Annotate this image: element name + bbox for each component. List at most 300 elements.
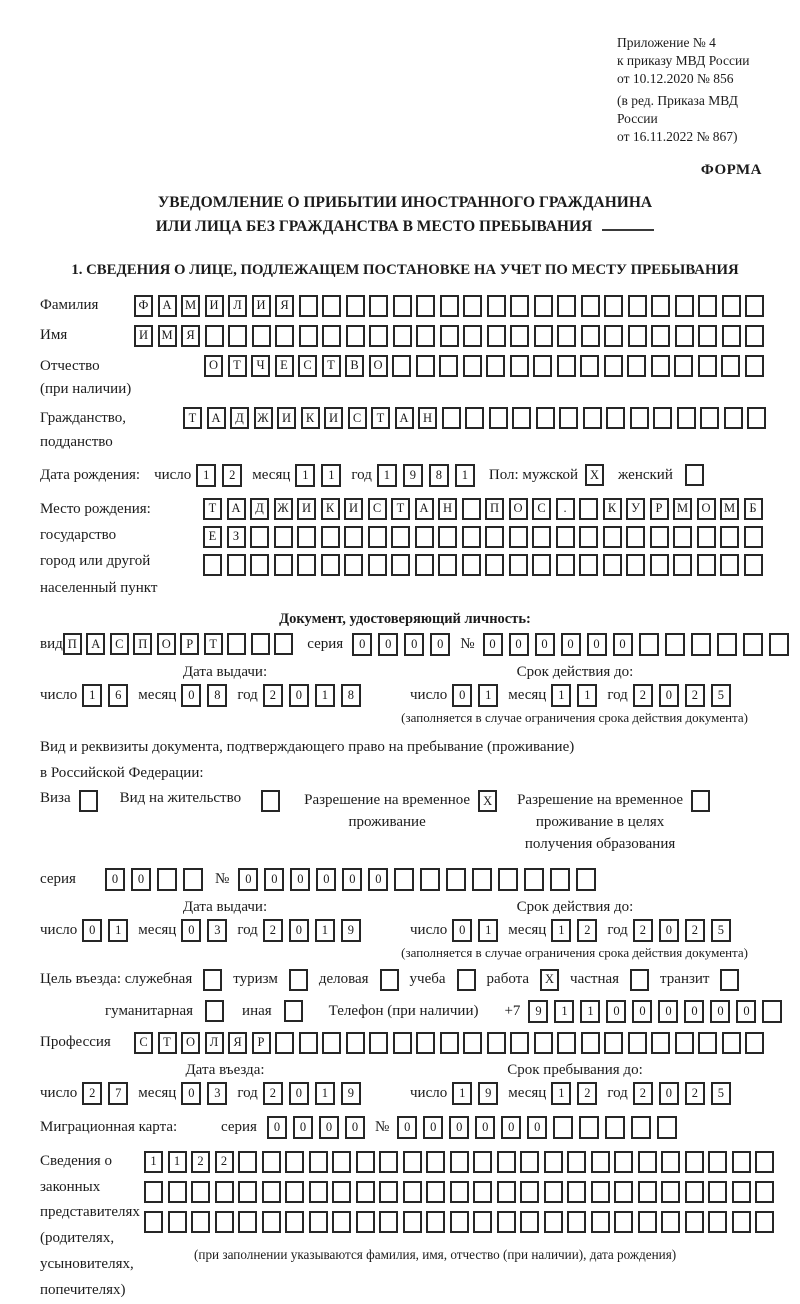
- cell[interactable]: [604, 355, 623, 377]
- cell[interactable]: [639, 633, 659, 656]
- cell[interactable]: [262, 1151, 281, 1173]
- cell[interactable]: [576, 868, 596, 891]
- cell[interactable]: [556, 554, 575, 576]
- cell[interactable]: [393, 295, 412, 317]
- cell[interactable]: [675, 325, 694, 347]
- cell[interactable]: [440, 295, 459, 317]
- cell[interactable]: [332, 1181, 351, 1203]
- cell[interactable]: 1: [551, 919, 571, 942]
- cell[interactable]: [720, 554, 739, 576]
- cell[interactable]: 2: [633, 684, 653, 707]
- cell[interactable]: 0: [710, 1000, 730, 1023]
- cell[interactable]: [524, 868, 544, 891]
- profession-cells[interactable]: [134, 1032, 764, 1054]
- edu-permit-checkbox[interactable]: [691, 790, 710, 812]
- cell[interactable]: Д: [250, 498, 269, 520]
- cell[interactable]: Т: [322, 355, 341, 377]
- cell[interactable]: [580, 355, 599, 377]
- cell[interactable]: [630, 407, 649, 429]
- cell[interactable]: 0: [587, 633, 607, 656]
- cell[interactable]: [369, 325, 388, 347]
- cell[interactable]: 0: [131, 868, 151, 891]
- entry-year-cells[interactable]: [263, 1082, 361, 1105]
- cell[interactable]: [144, 1211, 163, 1233]
- cell[interactable]: [673, 526, 692, 548]
- cell[interactable]: [250, 554, 269, 576]
- cell[interactable]: [215, 1211, 234, 1233]
- cell[interactable]: И: [324, 407, 343, 429]
- cell[interactable]: [614, 1151, 633, 1173]
- birth-place-cells-row1[interactable]: [203, 498, 763, 520]
- cell[interactable]: [579, 554, 598, 576]
- cell[interactable]: [691, 790, 710, 812]
- cell[interactable]: [322, 325, 341, 347]
- cell[interactable]: И: [344, 498, 363, 520]
- cell[interactable]: [603, 554, 622, 576]
- cell[interactable]: [379, 1151, 398, 1173]
- cell[interactable]: [661, 1151, 680, 1173]
- cell[interactable]: X: [540, 969, 559, 991]
- cell[interactable]: [144, 1181, 163, 1203]
- cell[interactable]: 1: [577, 684, 597, 707]
- cell[interactable]: И: [134, 325, 153, 347]
- cell[interactable]: [332, 1211, 351, 1233]
- cell[interactable]: [626, 526, 645, 548]
- cell[interactable]: [650, 526, 669, 548]
- cell[interactable]: Е: [203, 526, 222, 548]
- birth-year-cells[interactable]: [377, 464, 475, 487]
- cell[interactable]: [532, 554, 551, 576]
- cell[interactable]: 0: [483, 633, 503, 656]
- cell[interactable]: [391, 526, 410, 548]
- cell[interactable]: Я: [181, 325, 200, 347]
- purpose-transit-checkbox[interactable]: [720, 969, 739, 991]
- entry-month-cells[interactable]: [181, 1082, 227, 1105]
- cell[interactable]: [581, 325, 600, 347]
- cell[interactable]: А: [415, 498, 434, 520]
- cell[interactable]: [205, 1000, 224, 1022]
- cell[interactable]: [665, 633, 685, 656]
- cell[interactable]: [309, 1181, 328, 1203]
- cell[interactable]: 0: [352, 633, 372, 656]
- cell[interactable]: [755, 1211, 774, 1233]
- cell[interactable]: 9: [528, 1000, 548, 1023]
- cell[interactable]: [485, 526, 504, 548]
- cell[interactable]: 0: [342, 868, 362, 891]
- cell[interactable]: [183, 868, 203, 891]
- cell[interactable]: [450, 1151, 469, 1173]
- cell[interactable]: 0: [290, 868, 310, 891]
- cell[interactable]: [567, 1151, 586, 1173]
- cell[interactable]: 5: [711, 919, 731, 942]
- cell[interactable]: [274, 633, 293, 655]
- residence-permit-checkbox[interactable]: [261, 790, 280, 812]
- cell[interactable]: [604, 1032, 623, 1054]
- doc-valid-year-cells[interactable]: [633, 684, 731, 707]
- cell[interactable]: [579, 526, 598, 548]
- doc-issue-day-cells[interactable]: [82, 684, 128, 707]
- cell[interactable]: 1: [551, 1082, 571, 1105]
- cell[interactable]: [442, 407, 461, 429]
- cell[interactable]: 2: [222, 464, 242, 487]
- cell[interactable]: [203, 554, 222, 576]
- cell[interactable]: [227, 633, 246, 655]
- cell[interactable]: [440, 325, 459, 347]
- cell[interactable]: [79, 790, 98, 812]
- cell[interactable]: Л: [205, 1032, 224, 1054]
- stay-month-cells[interactable]: [551, 1082, 597, 1105]
- cell[interactable]: 7: [108, 1082, 128, 1105]
- stay-year-cells[interactable]: [633, 1082, 731, 1105]
- cell[interactable]: [462, 498, 481, 520]
- permit-issue-month-cells[interactable]: [181, 919, 227, 942]
- cell[interactable]: [450, 1181, 469, 1203]
- cell[interactable]: [486, 355, 505, 377]
- cell[interactable]: П: [485, 498, 504, 520]
- sex-female-checkbox[interactable]: [685, 464, 704, 486]
- cell[interactable]: [614, 1211, 633, 1233]
- sex-male-checkbox[interactable]: [585, 464, 604, 486]
- cell[interactable]: [557, 295, 576, 317]
- cell[interactable]: [614, 1181, 633, 1203]
- cell[interactable]: [472, 868, 492, 891]
- cell[interactable]: [285, 1151, 304, 1173]
- cell[interactable]: [744, 554, 763, 576]
- cell[interactable]: 0: [293, 1116, 313, 1139]
- cell[interactable]: 0: [452, 919, 472, 942]
- cell[interactable]: 9: [478, 1082, 498, 1105]
- cell[interactable]: [657, 1116, 677, 1139]
- cell[interactable]: [591, 1211, 610, 1233]
- cell[interactable]: 0: [181, 1082, 201, 1105]
- cell[interactable]: [661, 1211, 680, 1233]
- cell[interactable]: [520, 1211, 539, 1233]
- cell[interactable]: 0: [368, 868, 388, 891]
- cell[interactable]: 2: [685, 919, 705, 942]
- cell[interactable]: [322, 295, 341, 317]
- cell[interactable]: А: [158, 295, 177, 317]
- cell[interactable]: [631, 1116, 651, 1139]
- cell[interactable]: Т: [158, 1032, 177, 1054]
- purpose-tourism-checkbox[interactable]: [289, 969, 308, 991]
- cell[interactable]: Ч: [251, 355, 270, 377]
- cell[interactable]: 2: [215, 1151, 234, 1173]
- cell[interactable]: 0: [527, 1116, 547, 1139]
- cell[interactable]: [534, 295, 553, 317]
- doc-valid-month-cells[interactable]: [551, 684, 597, 707]
- cell[interactable]: [708, 1151, 727, 1173]
- cell[interactable]: М: [673, 498, 692, 520]
- cell[interactable]: Т: [183, 407, 202, 429]
- cell[interactable]: А: [395, 407, 414, 429]
- cell[interactable]: [322, 1032, 341, 1054]
- cell[interactable]: [685, 464, 704, 486]
- cell[interactable]: 1: [377, 464, 397, 487]
- cell[interactable]: [274, 554, 293, 576]
- cell[interactable]: К: [603, 498, 622, 520]
- cell[interactable]: [638, 1211, 657, 1233]
- permit-number-cells[interactable]: [238, 868, 596, 891]
- cell[interactable]: 0: [736, 1000, 756, 1023]
- cell[interactable]: З: [227, 526, 246, 548]
- cell[interactable]: [685, 1151, 704, 1173]
- cell[interactable]: [346, 295, 365, 317]
- cell[interactable]: О: [369, 355, 388, 377]
- cell[interactable]: 9: [341, 1082, 361, 1105]
- cell[interactable]: [215, 1181, 234, 1203]
- cell[interactable]: [394, 868, 414, 891]
- cell[interactable]: 1: [455, 464, 475, 487]
- cell[interactable]: [769, 633, 789, 656]
- cell[interactable]: [446, 868, 466, 891]
- cell[interactable]: И: [205, 295, 224, 317]
- cell[interactable]: [626, 554, 645, 576]
- cell[interactable]: [675, 295, 694, 317]
- cell[interactable]: [157, 868, 177, 891]
- cell[interactable]: [356, 1151, 375, 1173]
- cell[interactable]: 0: [684, 1000, 704, 1023]
- cell[interactable]: [426, 1151, 445, 1173]
- cell[interactable]: [392, 355, 411, 377]
- cell[interactable]: 0: [181, 919, 201, 942]
- cell[interactable]: [717, 633, 737, 656]
- permit-series-cells[interactable]: [105, 868, 203, 891]
- cell[interactable]: [463, 325, 482, 347]
- cell[interactable]: [745, 1032, 764, 1054]
- cell[interactable]: С: [298, 355, 317, 377]
- citizenship-cells[interactable]: [183, 407, 766, 429]
- cell[interactable]: 0: [238, 868, 258, 891]
- cell[interactable]: [557, 1032, 576, 1054]
- cell[interactable]: 0: [561, 633, 581, 656]
- cell[interactable]: [380, 969, 399, 991]
- cell[interactable]: М: [158, 325, 177, 347]
- cell[interactable]: [321, 554, 340, 576]
- cell[interactable]: [567, 1211, 586, 1233]
- cell[interactable]: И: [252, 295, 271, 317]
- cell[interactable]: [462, 526, 481, 548]
- cell[interactable]: О: [157, 633, 176, 655]
- cell[interactable]: 2: [577, 1082, 597, 1105]
- cell[interactable]: [722, 325, 741, 347]
- birth-place-cells-row2[interactable]: [203, 526, 763, 548]
- cell[interactable]: [755, 1181, 774, 1203]
- cell[interactable]: [591, 1151, 610, 1173]
- cell[interactable]: 0: [289, 684, 309, 707]
- cell[interactable]: 2: [633, 1082, 653, 1105]
- cell[interactable]: [605, 1116, 625, 1139]
- cell[interactable]: X: [585, 464, 604, 486]
- cell[interactable]: 0: [501, 1116, 521, 1139]
- cell[interactable]: [191, 1211, 210, 1233]
- cell[interactable]: 8: [429, 464, 449, 487]
- cell[interactable]: 9: [403, 464, 423, 487]
- cell[interactable]: Б: [744, 498, 763, 520]
- cell[interactable]: [487, 1032, 506, 1054]
- cell[interactable]: [463, 1032, 482, 1054]
- cell[interactable]: [559, 407, 578, 429]
- cell[interactable]: 0: [475, 1116, 495, 1139]
- cell[interactable]: 0: [658, 1000, 678, 1023]
- cell[interactable]: 1: [478, 919, 498, 942]
- purpose-official-checkbox[interactable]: [203, 969, 222, 991]
- cell[interactable]: [274, 526, 293, 548]
- cell[interactable]: [553, 1116, 573, 1139]
- cell[interactable]: С: [134, 1032, 153, 1054]
- cell[interactable]: [544, 1151, 563, 1173]
- cell[interactable]: [497, 1151, 516, 1173]
- cell[interactable]: 1: [295, 464, 315, 487]
- doc-issue-year-cells[interactable]: [263, 684, 361, 707]
- cell[interactable]: [628, 295, 647, 317]
- cell[interactable]: [262, 1181, 281, 1203]
- cell[interactable]: А: [86, 633, 105, 655]
- cell[interactable]: 1: [478, 684, 498, 707]
- cell[interactable]: 0: [264, 868, 284, 891]
- cell[interactable]: [426, 1181, 445, 1203]
- cell[interactable]: [544, 1211, 563, 1233]
- cell[interactable]: 0: [632, 1000, 652, 1023]
- cell[interactable]: [297, 554, 316, 576]
- cell[interactable]: [700, 407, 719, 429]
- cell[interactable]: Р: [252, 1032, 271, 1054]
- cell[interactable]: [252, 325, 271, 347]
- visa-checkbox[interactable]: [79, 790, 98, 812]
- cell[interactable]: [485, 554, 504, 576]
- temp-permit-checkbox[interactable]: [478, 790, 497, 812]
- cell[interactable]: П: [133, 633, 152, 655]
- cell[interactable]: А: [227, 498, 246, 520]
- cell[interactable]: 0: [659, 684, 679, 707]
- cell[interactable]: 1: [82, 684, 102, 707]
- cell[interactable]: [661, 1181, 680, 1203]
- cell[interactable]: [512, 407, 531, 429]
- cell[interactable]: [465, 407, 484, 429]
- cell[interactable]: [755, 1151, 774, 1173]
- cell[interactable]: 1: [196, 464, 216, 487]
- cell[interactable]: [628, 1032, 647, 1054]
- cell[interactable]: 0: [397, 1116, 417, 1139]
- doc-valid-day-cells[interactable]: [452, 684, 498, 707]
- cell[interactable]: 2: [191, 1151, 210, 1173]
- purpose-private-checkbox[interactable]: [630, 969, 649, 991]
- representatives-cells-row3[interactable]: [144, 1211, 774, 1233]
- cell[interactable]: [520, 1151, 539, 1173]
- cell[interactable]: 3: [207, 1082, 227, 1105]
- cell[interactable]: В: [345, 355, 364, 377]
- cell[interactable]: Т: [371, 407, 390, 429]
- cell[interactable]: [509, 554, 528, 576]
- cell[interactable]: С: [348, 407, 367, 429]
- cell[interactable]: [346, 325, 365, 347]
- cell[interactable]: [275, 325, 294, 347]
- cell[interactable]: [457, 969, 476, 991]
- cell[interactable]: Я: [275, 295, 294, 317]
- cell[interactable]: У: [626, 498, 645, 520]
- cell[interactable]: 8: [341, 684, 361, 707]
- cell[interactable]: [368, 554, 387, 576]
- cell[interactable]: 1: [315, 1082, 335, 1105]
- cell[interactable]: Н: [418, 407, 437, 429]
- cell[interactable]: [368, 526, 387, 548]
- name-cells[interactable]: [134, 325, 764, 347]
- cell[interactable]: 0: [535, 633, 555, 656]
- cell[interactable]: К: [301, 407, 320, 429]
- cell[interactable]: [238, 1151, 257, 1173]
- cell[interactable]: [420, 868, 440, 891]
- cell[interactable]: С: [110, 633, 129, 655]
- cell[interactable]: 0: [659, 1082, 679, 1105]
- cell[interactable]: 0: [452, 684, 472, 707]
- cell[interactable]: [520, 1181, 539, 1203]
- cell[interactable]: Д: [230, 407, 249, 429]
- cell[interactable]: 8: [207, 684, 227, 707]
- cell[interactable]: [691, 633, 711, 656]
- cell[interactable]: [677, 407, 696, 429]
- cell[interactable]: [638, 1181, 657, 1203]
- cell[interactable]: [720, 526, 739, 548]
- cell[interactable]: 0: [613, 633, 633, 656]
- cell[interactable]: [262, 1211, 281, 1233]
- cell[interactable]: 0: [267, 1116, 287, 1139]
- cell[interactable]: [653, 407, 672, 429]
- cell[interactable]: [685, 1211, 704, 1233]
- cell[interactable]: [438, 526, 457, 548]
- cell[interactable]: [651, 1032, 670, 1054]
- cell[interactable]: [297, 526, 316, 548]
- cell[interactable]: [416, 1032, 435, 1054]
- birth-place-cells-row3[interactable]: [203, 554, 763, 576]
- cell[interactable]: [369, 295, 388, 317]
- cell[interactable]: [450, 1211, 469, 1233]
- cell[interactable]: [510, 355, 529, 377]
- cell[interactable]: [579, 1116, 599, 1139]
- cell[interactable]: [344, 526, 363, 548]
- cell[interactable]: Р: [650, 498, 669, 520]
- cell[interactable]: О: [509, 498, 528, 520]
- cell[interactable]: [309, 1151, 328, 1173]
- cell[interactable]: Т: [391, 498, 410, 520]
- cell[interactable]: 5: [711, 684, 731, 707]
- cell[interactable]: [426, 1211, 445, 1233]
- cell[interactable]: С: [368, 498, 387, 520]
- cell[interactable]: 1: [452, 1082, 472, 1105]
- cell[interactable]: [250, 526, 269, 548]
- cell[interactable]: 3: [207, 919, 227, 942]
- cell[interactable]: 5: [711, 1082, 731, 1105]
- permit-valid-year-cells[interactable]: [633, 919, 731, 942]
- cell[interactable]: [579, 498, 598, 520]
- cell[interactable]: М: [181, 295, 200, 317]
- cell[interactable]: [228, 325, 247, 347]
- cell[interactable]: [487, 295, 506, 317]
- cell[interactable]: [534, 325, 553, 347]
- cell[interactable]: Я: [228, 1032, 247, 1054]
- cell[interactable]: [332, 1151, 351, 1173]
- doc-series-cells[interactable]: [352, 633, 450, 656]
- cell[interactable]: И: [297, 498, 316, 520]
- cell[interactable]: [509, 526, 528, 548]
- cell[interactable]: [289, 969, 308, 991]
- cell[interactable]: [698, 295, 717, 317]
- cell[interactable]: [743, 633, 763, 656]
- cell[interactable]: 0: [181, 684, 201, 707]
- cell[interactable]: [205, 325, 224, 347]
- cell[interactable]: О: [697, 498, 716, 520]
- cell[interactable]: [722, 1032, 741, 1054]
- cell[interactable]: 0: [345, 1116, 365, 1139]
- permit-issue-year-cells[interactable]: [263, 919, 361, 942]
